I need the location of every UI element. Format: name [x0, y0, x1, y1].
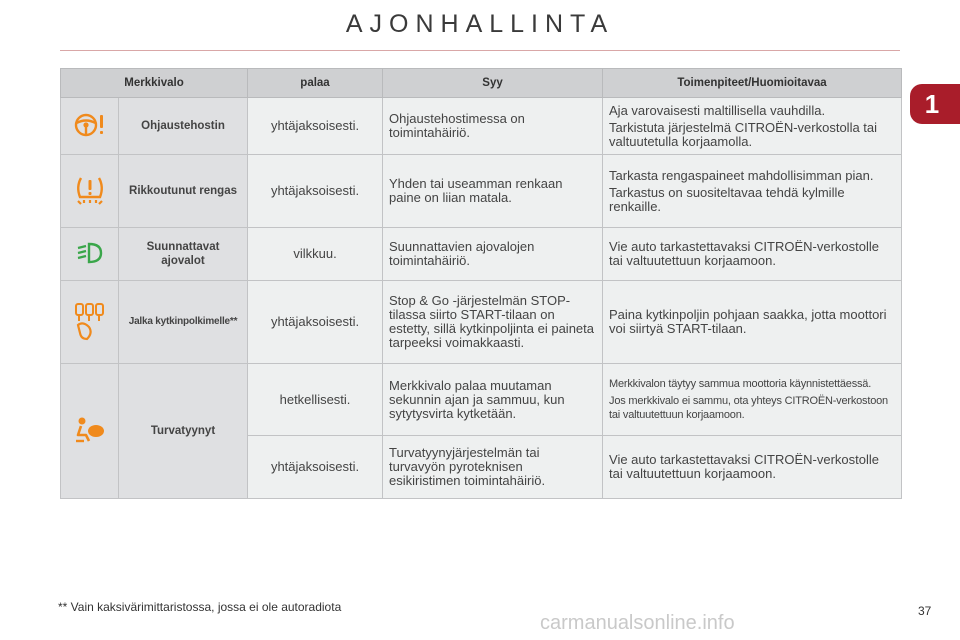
- lamp-actions: [603, 281, 902, 364]
- lamp-icon-cell: [61, 155, 119, 228]
- action-text: Aja varovaisesti maltillisella vauhdilla.: [609, 102, 826, 118]
- lamp-icon-cell: [61, 364, 119, 499]
- action-text: Tarkasta rengaspaineet mahdollisimman pian.: [609, 167, 874, 183]
- table-row: [61, 155, 902, 228]
- lamp-icon-cell: [61, 281, 119, 364]
- header-state: palaa: [248, 69, 383, 98]
- table-row: [61, 98, 902, 155]
- lamp-name: Jalka kytkinpolkimelle**: [119, 281, 248, 364]
- lamp-actions: [603, 364, 902, 436]
- airbag-icon: [73, 416, 107, 447]
- lamp-name: Turvatyynyt: [119, 364, 248, 499]
- lamp-actions: [603, 98, 902, 155]
- lamp-state: yhtäjaksoisesti.: [248, 281, 383, 364]
- action-text: Merkkivalon täytyy sammua moottoria käynnistettäessä.: [609, 378, 872, 390]
- lamp-actions: [603, 436, 902, 499]
- action-text: Paina kytkinpoljin pohjaan saakka, jotta moottori voi siirtyä START-tilaan.: [609, 307, 887, 336]
- lamp-icon-cell: [61, 98, 119, 155]
- action-text: Vie auto tarkastettavaksi CITROËN-verkostolle tai valtuutettuun korjaamoon.: [609, 239, 879, 268]
- clutch-pedal-icon: [73, 301, 107, 344]
- lamp-cause: Turvatyynyjärjestelmän tai turvavyön pyroteknisen esikiristimen toimintahäiriö.: [383, 436, 603, 499]
- table-row: [61, 228, 902, 281]
- page-title: AJONHALLINTA: [345, 10, 615, 38]
- header-cause: Syy: [383, 69, 603, 98]
- lamp-state: yhtäjaksoisesti.: [248, 436, 383, 499]
- footnote: ** Vain kaksivärimittaristossa, jossa ei ole autoradiota: [58, 600, 342, 614]
- lamp-cause: Merkkivalo palaa muutaman sekunnin ajan ja sammuu, kun sytytysvirta kytketään.: [383, 364, 603, 436]
- lamp-state: vilkkuu.: [248, 228, 383, 281]
- action-text: Tarkistuta järjestelmä CITROËN-verkostolla tai valtuutetulla korjaamolla.: [609, 119, 878, 149]
- lamp-state: hetkellisesti.: [248, 364, 383, 436]
- lamp-state: yhtäjaksoisesti.: [248, 155, 383, 228]
- table-row: [61, 364, 902, 436]
- lamp-name: Ohjaustehostin: [119, 98, 248, 155]
- lamp-icon-cell: [61, 228, 119, 281]
- action-text: Tarkastus on suositeltavaa tehdä kylmille renkaille.: [609, 184, 845, 214]
- watermark: carmanualsonline.info: [540, 612, 735, 634]
- header-actions: Toimenpiteet/Huomioitavaa: [603, 69, 902, 98]
- tyre-pressure-icon: [73, 173, 107, 210]
- lamp-actions: [603, 155, 902, 228]
- title-divider: [60, 50, 900, 51]
- lamp-cause: Stop & Go -järjestelmän STOP-tilassa siirto START-tilaan on estetty, sillä kytkinpoljinta ei paineta tarpeeksi voimakkaasti.: [383, 281, 603, 364]
- lamp-state: yhtäjaksoisesti.: [248, 98, 383, 155]
- header-lamp: Merkkivalo: [61, 69, 248, 98]
- lamp-name: Rikkoutunut rengas: [119, 155, 248, 228]
- warning-lamp-table: [60, 68, 902, 499]
- lamp-cause: Ohjaustehostimessa on toimintahäiriö.: [383, 98, 603, 155]
- action-text: Vie auto tarkastettavaksi CITROËN-verkostolle tai valtuutettuun korjaamoon.: [609, 452, 879, 481]
- page-number: 37: [918, 604, 932, 618]
- headlamp-icon: [75, 241, 105, 268]
- lamp-cause: Suunnattavien ajovalojen toimintahäiriö.: [383, 228, 603, 281]
- steering-wheel-warning-icon: [73, 112, 107, 141]
- table-header-row: [61, 69, 902, 98]
- lamp-cause: Yhden tai useamman renkaan paine on liian matala.: [383, 155, 603, 228]
- lamp-actions: [603, 228, 902, 281]
- action-text: Jos merkkivalo ei sammu, ota yhteys CITROËN-verkostoon tai valtuutettuun korjaamoon.: [609, 395, 888, 421]
- chapter-tab: 1: [910, 84, 960, 124]
- table-row: [61, 281, 902, 364]
- lamp-name: Suunnattavat ajovalot: [119, 228, 248, 281]
